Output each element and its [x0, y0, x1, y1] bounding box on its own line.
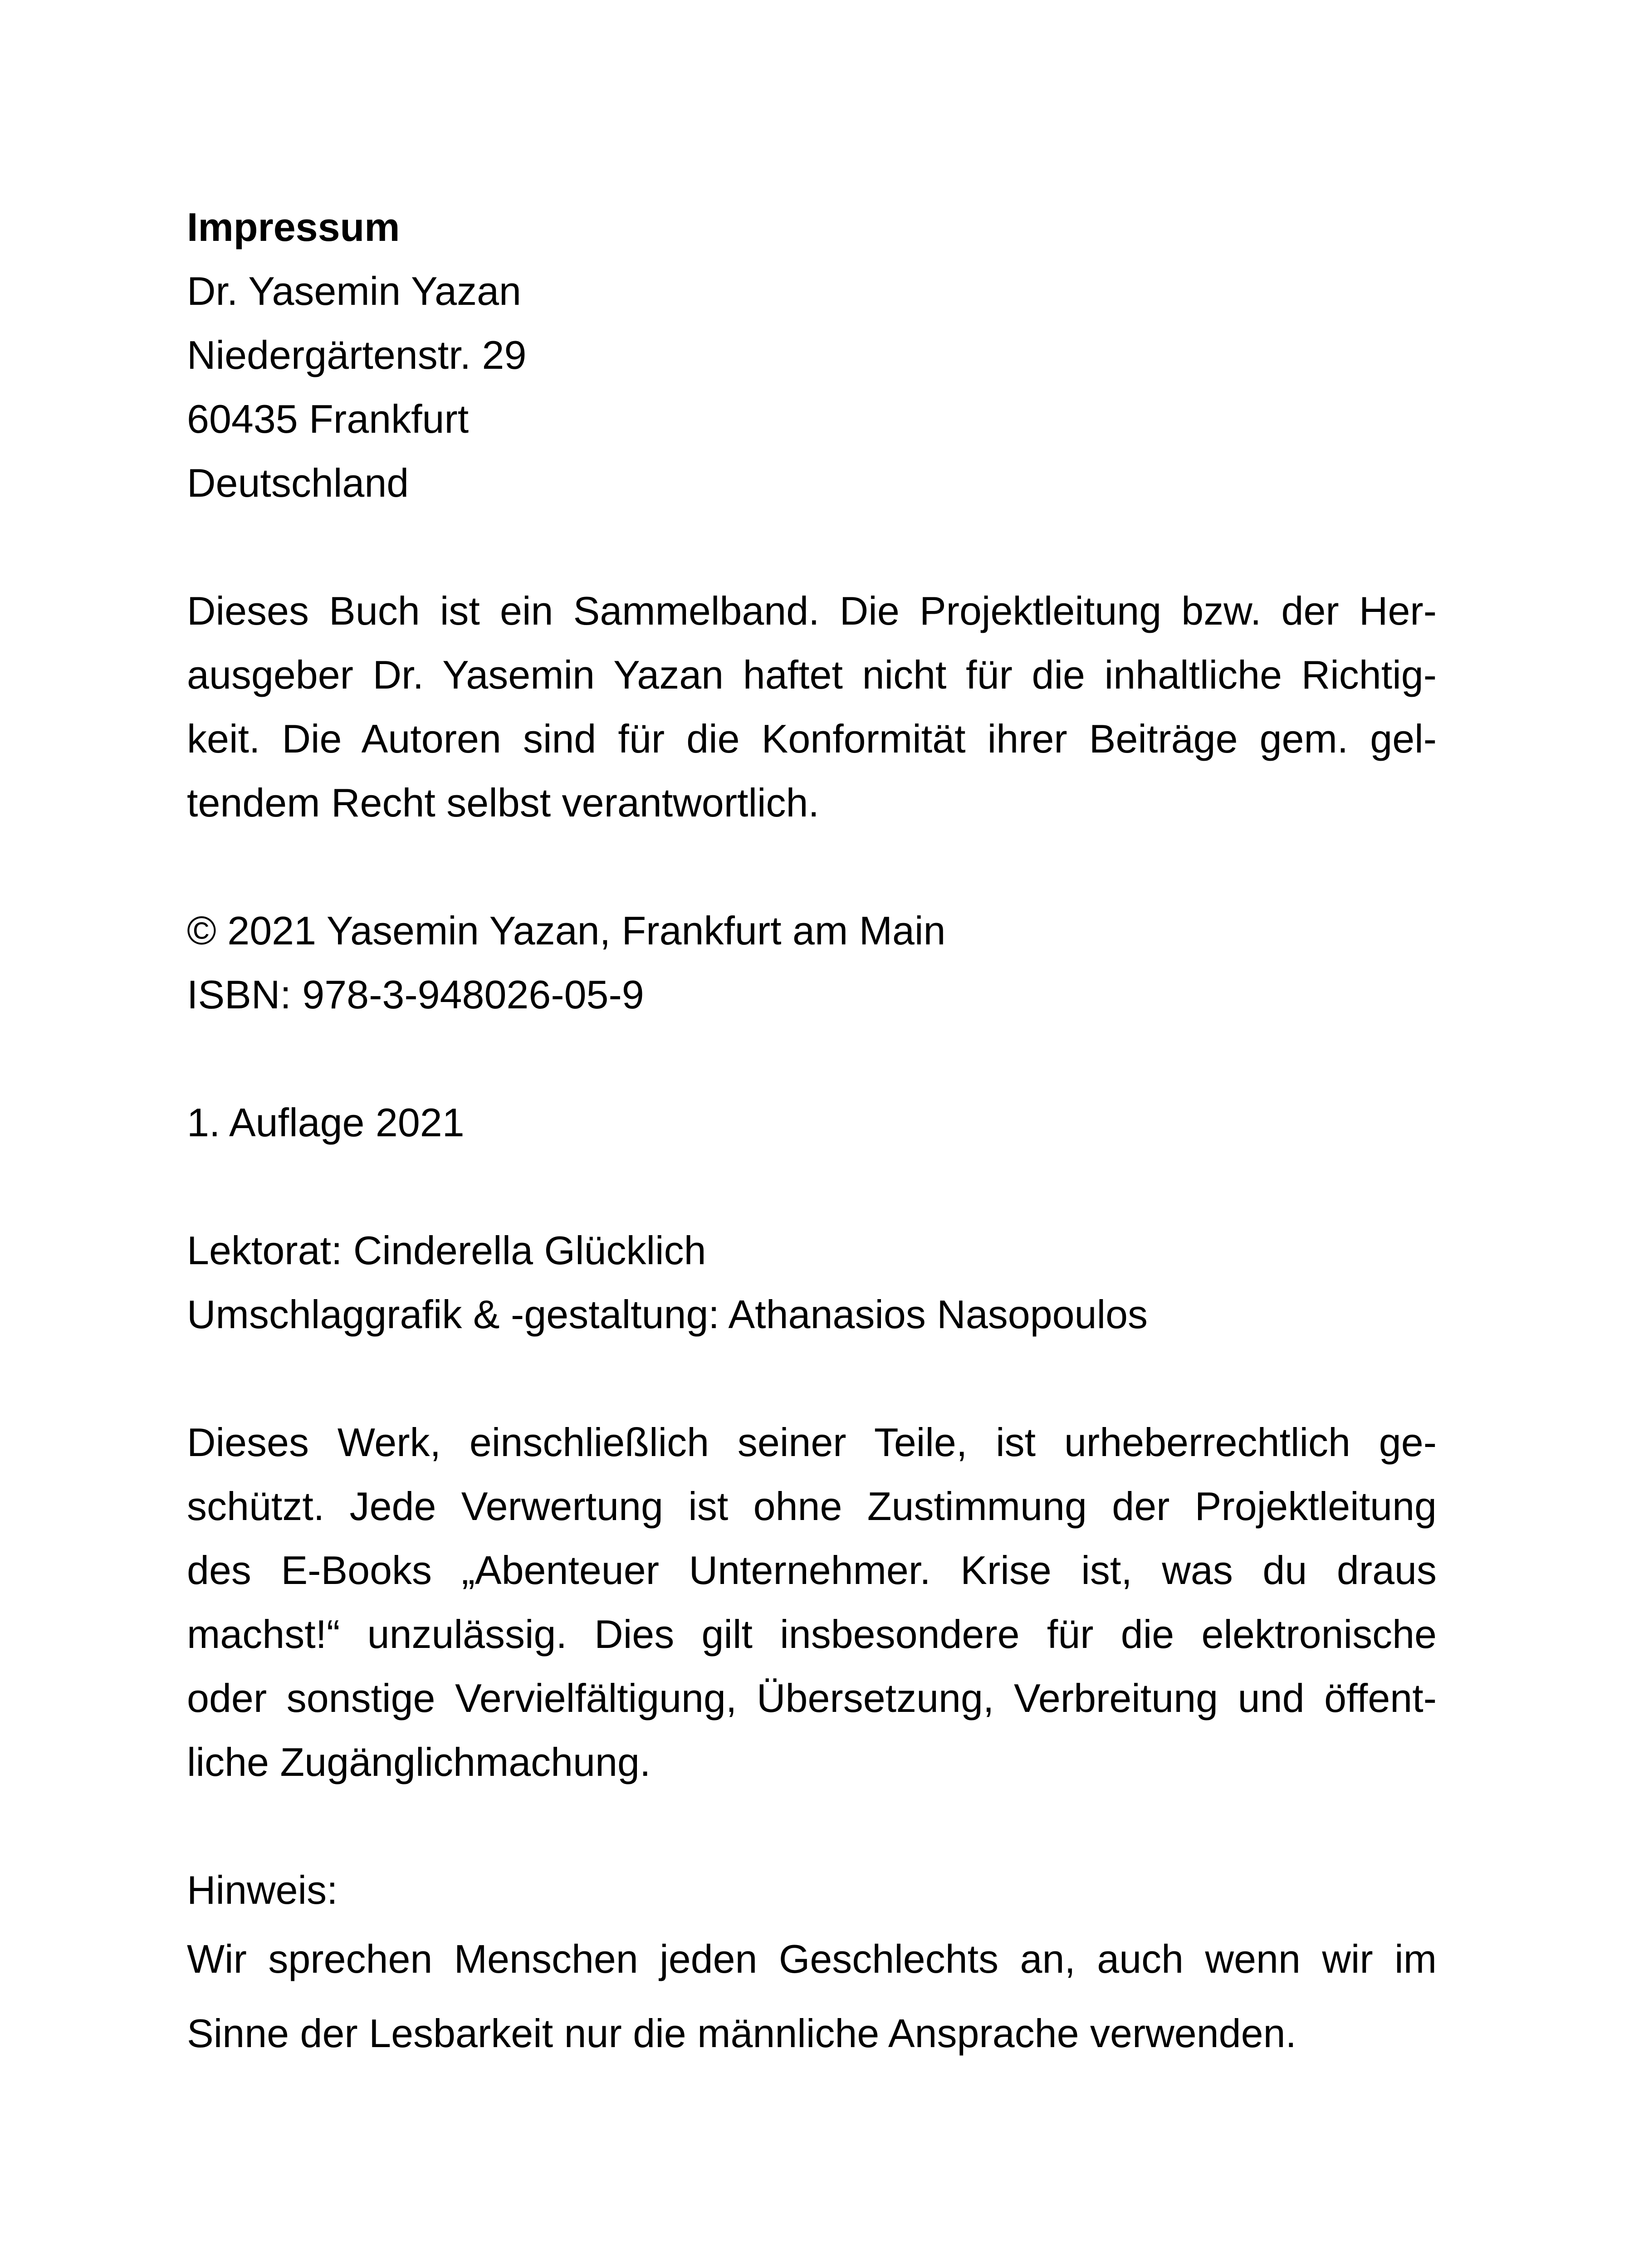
publisher-country: Deutschland	[187, 460, 409, 505]
note-line: Sinne der Lesbarkeit nur die männliche Ansprache verwenden.	[187, 2011, 1296, 2056]
publisher-city: 60435 Frankfurt	[187, 396, 469, 441]
edition-block	[187, 1090, 1437, 1154]
rights-line: Dieses Werk, einschließlich seiner Teile, ist urheberrechtlich ge-	[187, 1420, 1437, 1465]
spacer	[187, 1026, 1437, 1090]
disclaimer-line: tendem Recht selbst verantwortlich.	[187, 780, 819, 825]
rights-paragraph	[187, 1410, 1437, 1794]
disclaimer-line: keit. Die Autoren sind für die Konformität ihrer Beiträge gem. gel-	[187, 716, 1437, 761]
rights-line: oder sonstige Vervielfältigung, Übersetzung, Verbreitung und öffent-	[187, 1676, 1437, 1721]
address-block	[187, 195, 1437, 515]
isbn-line: ISBN: 978-3-948026-05-9	[187, 972, 644, 1017]
rights-line: des E-Books „Abenteuer Unternehmer. Krise ist, was du draus	[187, 1548, 1437, 1593]
note-paragraph	[187, 1922, 1437, 2071]
copyright-line: © 2021 Yasemin Yazan, Frankfurt am Main	[187, 908, 946, 953]
disclaimer-line: ausgeber Dr. Yasemin Yazan haftet nicht für die inhaltliche Richtig-	[187, 652, 1437, 697]
imprint-page	[187, 195, 1437, 2071]
rights-line: machst!“ unzulässig. Dies gilt insbesondere für die elektronische	[187, 1612, 1437, 1657]
lektorat-line: Lektorat: Cinderella Glücklich	[187, 1228, 706, 1273]
publisher-name: Dr. Yasemin Yazan	[187, 269, 521, 313]
disclaimer-line: Dieses Buch ist ein Sammelband. Die Projektleitung bzw. der Her-	[187, 588, 1437, 633]
credits-block	[187, 1218, 1437, 1346]
note-heading: Hinweis:	[187, 1867, 338, 1912]
spacer	[187, 1154, 1437, 1218]
imprint-title: Impressum	[187, 205, 400, 249]
edition-line: 1. Auflage 2021	[187, 1100, 465, 1145]
note-block	[187, 1858, 1437, 2071]
disclaimer-paragraph	[187, 579, 1437, 835]
note-line: Wir sprechen Menschen jeden Geschlechts an, auch wenn wir im	[187, 1936, 1437, 1981]
copyright-block	[187, 899, 1437, 1026]
rights-line: schützt. Jede Verwertung ist ohne Zustimmung der Projektleitung	[187, 1484, 1437, 1529]
spacer	[187, 515, 1437, 579]
spacer	[187, 835, 1437, 899]
rights-line: liche Zugänglichmachung.	[187, 1740, 651, 1784]
spacer	[187, 1794, 1437, 1858]
spacer	[187, 1346, 1437, 1410]
publisher-street: Niedergärtenstr. 29	[187, 332, 527, 377]
cover-design-line: Umschlaggrafik & -gestaltung: Athanasios Nasopoulos	[187, 1292, 1148, 1337]
